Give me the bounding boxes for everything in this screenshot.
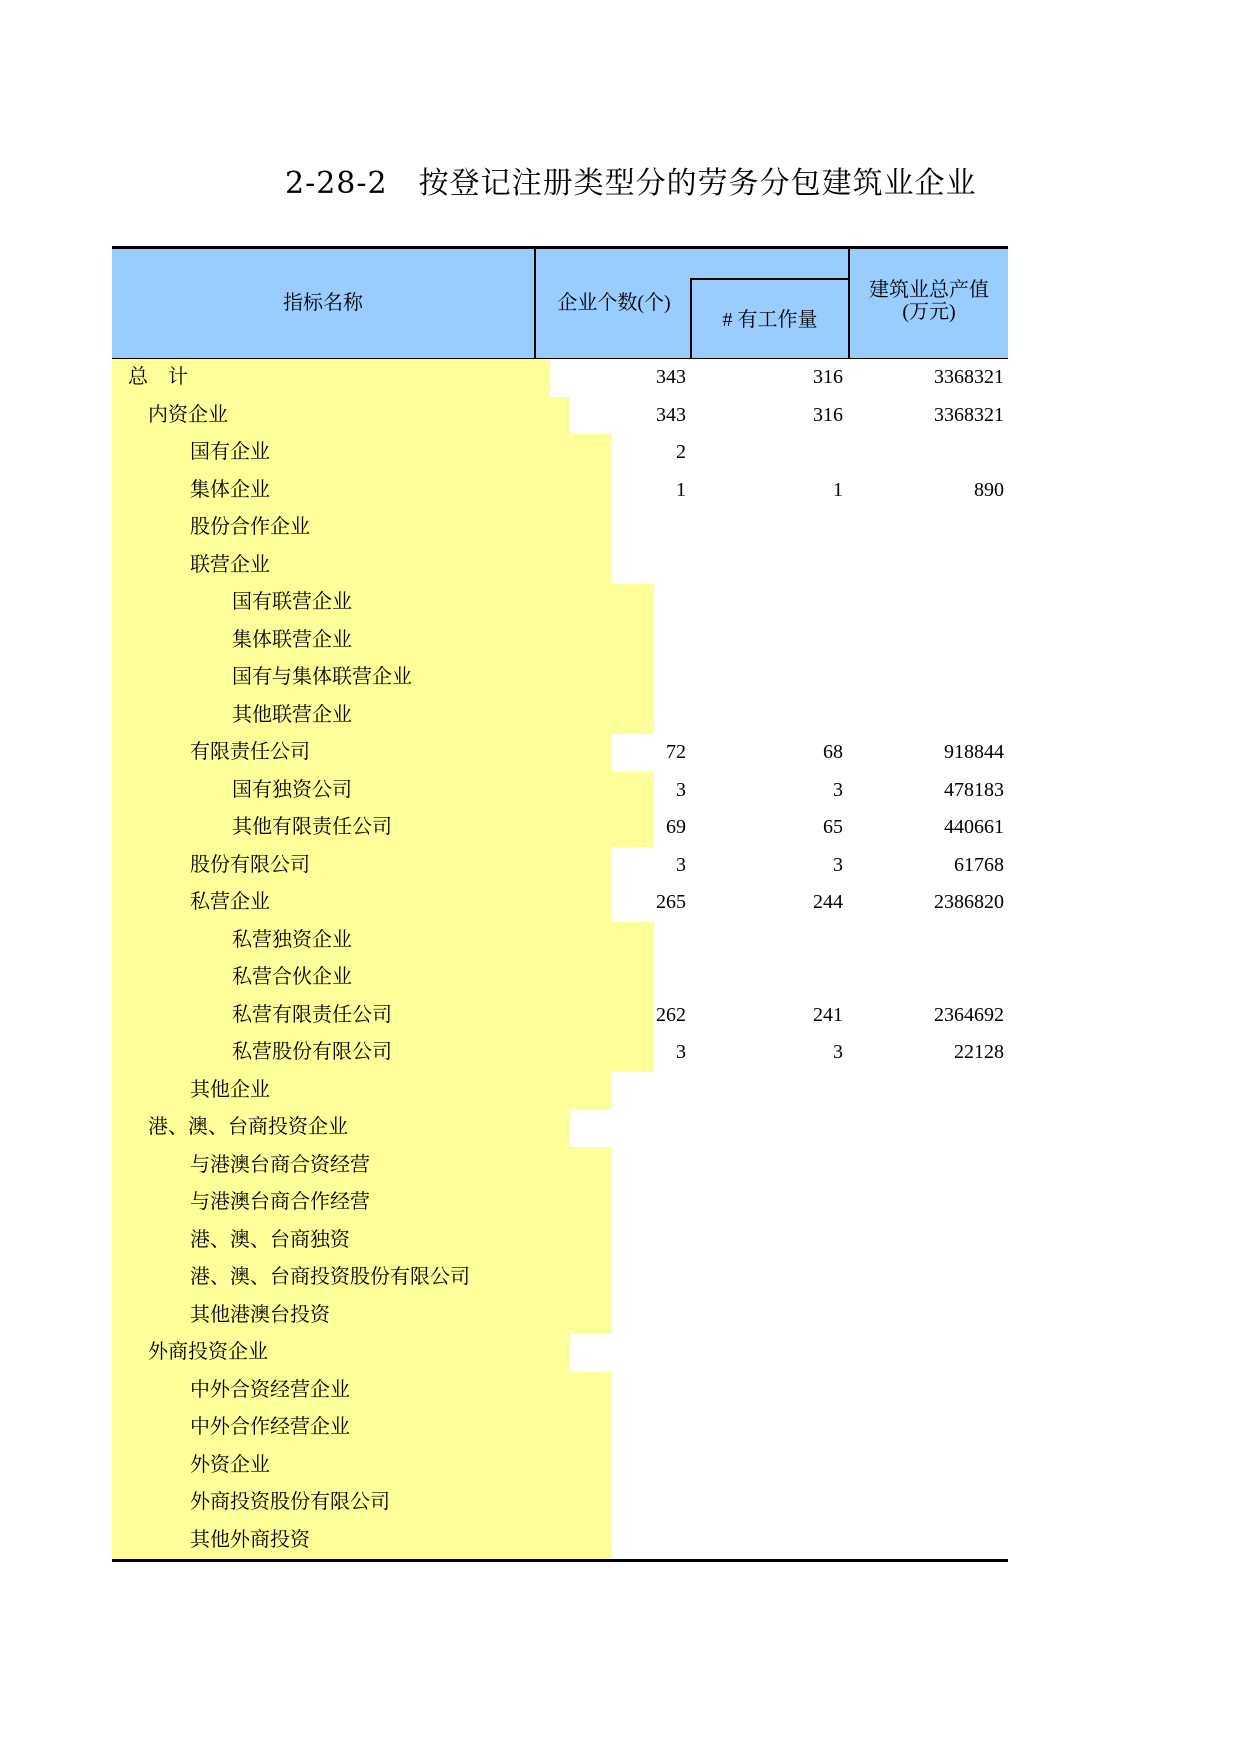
cell-with-workload: 3 (833, 778, 843, 801)
row-label: 集体企业 (112, 472, 612, 510)
table-row (112, 884, 1008, 922)
table-header (112, 249, 1008, 359)
row-label: 外商投资股份有限公司 (112, 1484, 612, 1522)
table-row (112, 359, 1008, 397)
table-row (112, 1372, 1008, 1410)
row-label: 联营企业 (112, 547, 612, 585)
row-label: 其他港澳台投资 (112, 1297, 612, 1335)
row-label: 国有独资公司 (112, 772, 654, 810)
row-label: 其他企业 (112, 1072, 612, 1110)
row-label: 股份有限公司 (112, 847, 612, 885)
table-bottom-rule (112, 1559, 1008, 1562)
row-label: 私营合伙企业 (112, 959, 654, 997)
cell-with-workload: 316 (813, 366, 843, 388)
table-row (112, 509, 1008, 547)
row-label: 总 计 (112, 359, 550, 397)
cell-output: 22128 (954, 1041, 1004, 1063)
row-label: 私营股份有限公司 (112, 1034, 654, 1072)
table-row (112, 1259, 1008, 1297)
header-output-line1: 建筑业总产值 (869, 279, 989, 301)
row-label: 国有企业 (112, 434, 612, 472)
cell-output: 440661 (944, 816, 1004, 838)
row-label: 国有与集体联营企业 (112, 659, 654, 697)
row-label: 其他外商投资 (112, 1522, 612, 1560)
header-output (850, 279, 1008, 323)
cell-enterprises: 343 (656, 366, 686, 388)
header-enterprises: 企业个数(个) (557, 292, 671, 314)
row-label: 股份合作企业 (112, 509, 612, 547)
cell-with-workload: 244 (813, 891, 843, 913)
cell-with-workload: 1 (833, 478, 843, 501)
table-row (112, 584, 1008, 622)
cell-output: 890 (974, 478, 1004, 501)
cell-output: 61768 (954, 853, 1004, 876)
table-row (112, 1334, 1008, 1372)
table-row (112, 1222, 1008, 1260)
row-label: 中外合资经营企业 (112, 1372, 612, 1410)
cell-output: 2386820 (934, 891, 1004, 913)
row-label: 集体联营企业 (112, 622, 654, 660)
table-row (112, 1072, 1008, 1110)
cell-enterprises: 262 (656, 1003, 686, 1026)
cell-enterprises: 69 (666, 816, 686, 838)
table-row (112, 1409, 1008, 1447)
cell-output: 3368321 (934, 403, 1004, 426)
row-label: 港、澳、台商投资企业 (112, 1109, 570, 1147)
cell-enterprises: 265 (656, 891, 686, 913)
row-label: 私营独资企业 (112, 922, 654, 960)
row-label: 内资企业 (112, 397, 570, 435)
header-output-line2: (万元) (902, 301, 956, 323)
row-label: 其他联营企业 (112, 697, 654, 735)
cell-enterprises: 3 (676, 778, 686, 801)
page-title: 2-28-2 按登记注册类型分的劳务分包建筑业企业 (285, 166, 977, 201)
cell-output: 3368321 (934, 366, 1004, 388)
table-row (112, 1447, 1008, 1485)
cell-with-workload: 316 (813, 403, 843, 426)
cell-with-workload: 68 (823, 741, 843, 763)
table-row (112, 697, 1008, 735)
row-label: 私营有限责任公司 (112, 997, 654, 1035)
cell-enterprises: 1 (676, 478, 686, 501)
header-name: 指标名称 (283, 292, 363, 314)
table-row (112, 809, 1008, 847)
row-label: 国有联营企业 (112, 584, 654, 622)
row-label: 中外合作经营企业 (112, 1409, 612, 1447)
cell-with-workload: 65 (823, 816, 843, 838)
data-table (112, 246, 1008, 1562)
cell-with-workload: 3 (833, 1041, 843, 1063)
cell-enterprises: 2 (676, 441, 686, 463)
table-row (112, 997, 1008, 1035)
table-row (112, 847, 1008, 885)
table-row (112, 734, 1008, 772)
row-label: 港、澳、台商投资股份有限公司 (112, 1259, 612, 1297)
table-row (112, 922, 1008, 960)
row-label: 有限责任公司 (112, 734, 612, 772)
header-subrule (690, 278, 850, 280)
cell-with-workload: 3 (833, 853, 843, 876)
header-with-workload: # 有工作量 (722, 309, 818, 331)
row-label: 其他有限责任公司 (112, 809, 654, 847)
row-label: 外商投资企业 (112, 1334, 570, 1372)
table-row (112, 1109, 1008, 1147)
table-row (112, 472, 1008, 510)
table-row (112, 1184, 1008, 1222)
cell-enterprises: 3 (676, 1041, 686, 1063)
table-row (112, 1147, 1008, 1185)
table-body (112, 359, 1008, 1559)
table-row (112, 547, 1008, 585)
table-row (112, 1484, 1008, 1522)
table-row (112, 772, 1008, 810)
table-row (112, 434, 1008, 472)
table-row (112, 1522, 1008, 1560)
table-row (112, 959, 1008, 997)
row-label: 与港澳台商合作经营 (112, 1184, 612, 1222)
cell-output: 918844 (944, 741, 1004, 763)
cell-enterprises: 3 (676, 853, 686, 876)
cell-enterprises: 343 (656, 403, 686, 426)
cell-enterprises: 72 (666, 741, 686, 763)
row-label: 港、澳、台商独资 (112, 1222, 612, 1260)
row-label: 外资企业 (112, 1447, 612, 1485)
cell-with-workload: 241 (813, 1003, 843, 1026)
table-row (112, 659, 1008, 697)
table-row (112, 397, 1008, 435)
cell-output: 478183 (944, 778, 1004, 801)
row-label: 私营企业 (112, 884, 612, 922)
cell-output: 2364692 (934, 1003, 1004, 1026)
row-label: 与港澳台商合资经营 (112, 1147, 612, 1185)
table-row (112, 622, 1008, 660)
table-row (112, 1297, 1008, 1335)
table-row (112, 1034, 1008, 1072)
